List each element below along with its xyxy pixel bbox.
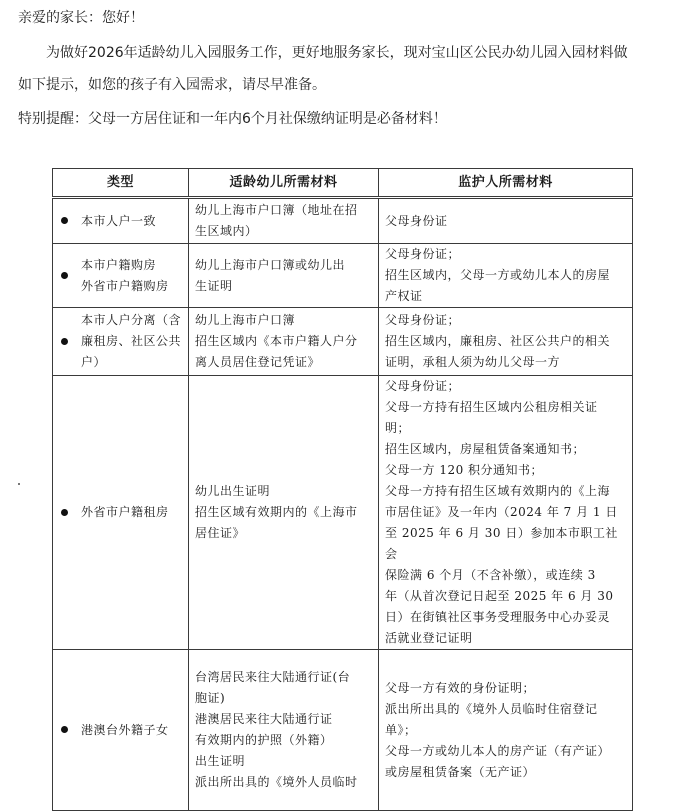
- table-row: [53, 244, 633, 308]
- guardian-line: 市居住证》及一年内（2024 年 7 月 1 日: [385, 505, 618, 519]
- child-materials-cell: [189, 308, 379, 376]
- header-guardian-materials: 监护人所需材料: [379, 169, 633, 198]
- child-line: 招生区域有效期内的《上海市: [195, 505, 358, 519]
- child-line: 胞证): [195, 691, 226, 705]
- guardian-line: 产权证: [385, 289, 423, 303]
- child-line: 派出所出具的《境外人员临时: [195, 775, 358, 789]
- type-cell: [53, 198, 189, 244]
- table-row: [53, 650, 633, 811]
- child-materials-cell: [189, 244, 379, 308]
- type-cell: [53, 650, 189, 811]
- table-row: [53, 376, 633, 650]
- header-type: 类型: [53, 169, 189, 198]
- bullet-icon: [61, 726, 68, 733]
- guardian-line: 招生区域内，房屋租赁备案通知书；: [385, 442, 586, 456]
- materials-table-scan: [52, 168, 632, 811]
- table-header-row: [53, 169, 633, 198]
- guardian-materials-cell: [379, 376, 633, 650]
- type-line: 户）: [81, 355, 107, 369]
- child-line: 生区域内）: [195, 224, 258, 238]
- child-line: 招生区域内《本市户籍人户分: [195, 334, 358, 348]
- guardian-line: 父母一方持有招生区域内公租房相关证: [385, 400, 598, 414]
- type-cell: [53, 376, 189, 650]
- child-line: 有效期内的护照（外籍）: [195, 733, 333, 747]
- guardian-line: 父母一方持有招生区域有效期内的《上海: [385, 484, 611, 498]
- type-line: 港澳台外籍子女: [81, 722, 169, 737]
- guardian-line: 证明，承租人须为幼儿父母一方: [385, 355, 561, 369]
- guardian-line: 父母身份证；: [385, 247, 461, 261]
- guardian-line: 明；: [385, 421, 411, 435]
- guardian-line: 年（从首次登记日起至 2025 年 6 月 30: [385, 589, 614, 603]
- guardian-line: 招生区域内，廉租房、社区公共户的相关: [385, 334, 611, 348]
- table-row: [53, 198, 633, 244]
- child-line: 居住证》: [195, 526, 246, 540]
- child-line: 幼儿上海市户口簿或幼儿出: [195, 257, 346, 272]
- child-line: 幼儿上海市户口簿: [195, 313, 296, 327]
- table-row: [53, 308, 633, 376]
- guardian-line: 保险满 6 个月（不含补缴），或连续 3: [385, 568, 596, 582]
- child-line: 台湾居民来往大陆通行证(台: [195, 670, 351, 684]
- guardian-line: 父母一方有效的身份证明；: [385, 680, 536, 695]
- child-line: 幼儿出生证明: [195, 484, 271, 498]
- type-line: 本市人户一致: [81, 213, 157, 228]
- child-line: 离人员居住登记凭证》: [195, 355, 321, 369]
- guardian-materials-cell: [379, 650, 633, 811]
- child-line: 幼儿上海市户口簿（地址在招: [195, 203, 358, 217]
- guardian-line: 至 2025 年 6 月 30 日）参加本市职工社会: [385, 526, 618, 561]
- child-materials-cell: [189, 376, 379, 650]
- guardian-materials-cell: [379, 198, 633, 244]
- bullet-icon: [61, 272, 68, 279]
- guardian-line: 单》；: [385, 722, 417, 737]
- guardian-materials-cell: [379, 244, 633, 308]
- guardian-line: 父母一方 120 积分通知书；: [385, 463, 544, 477]
- type-line: 本市人户分离（含: [81, 313, 182, 327]
- child-line: 港澳居民来往大陆通行证: [195, 712, 333, 726]
- guardian-materials-cell: [379, 308, 633, 376]
- scan-speck: [18, 483, 20, 485]
- greeting-text: 亲爱的家长：您好！: [18, 10, 144, 26]
- guardian-line: 派出所出具的《境外人员临时住宿登记: [385, 701, 598, 716]
- type-line: 外省市户籍租房: [81, 505, 169, 519]
- type-cell: [53, 308, 189, 376]
- guardian-line: 或房屋租赁备案（无产证）: [385, 764, 536, 779]
- guardian-line: 父母身份证；: [385, 379, 461, 393]
- materials-table: [52, 168, 633, 811]
- intro-paragraph-line1: 为做好2026年适龄幼儿入园服务工作，更好地服务家长，现对宝山区公民办幼儿园入园材料做: [46, 45, 628, 61]
- intro-paragraph-line2: 如下提示，如您的孩子有入园需求，请尽早准备。: [18, 77, 326, 93]
- child-materials-cell: [189, 650, 379, 811]
- guardian-line: 父母身份证: [385, 213, 448, 228]
- child-materials-cell: [189, 198, 379, 244]
- bullet-icon: [61, 338, 68, 345]
- type-line: 本市户籍购房: [81, 257, 157, 272]
- type-line: 廉租房、社区公共: [81, 334, 182, 348]
- child-line: 出生证明: [195, 754, 246, 768]
- special-notice-text: 特别提醒：父母一方居住证和一年内6个月社保缴纳证明是必备材料！: [18, 111, 447, 127]
- guardian-line: 招生区域内，父母一方或幼儿本人的房屋: [385, 268, 611, 282]
- guardian-line: 父母身份证；: [385, 313, 461, 327]
- guardian-line: 父母一方或幼儿本人的房产证（有产证）: [385, 743, 611, 758]
- child-line: 生证明: [195, 278, 233, 293]
- guardian-line: 日）在街镇社区事务受理服务中心办妥灵: [385, 610, 611, 624]
- guardian-line: 活就业登记证明: [385, 631, 473, 645]
- header-child-materials: 适龄幼儿所需材料: [189, 169, 379, 198]
- bullet-icon: [61, 509, 68, 516]
- type-cell: [53, 244, 189, 308]
- bullet-icon: [61, 217, 68, 224]
- type-line: 外省市户籍购房: [81, 278, 169, 293]
